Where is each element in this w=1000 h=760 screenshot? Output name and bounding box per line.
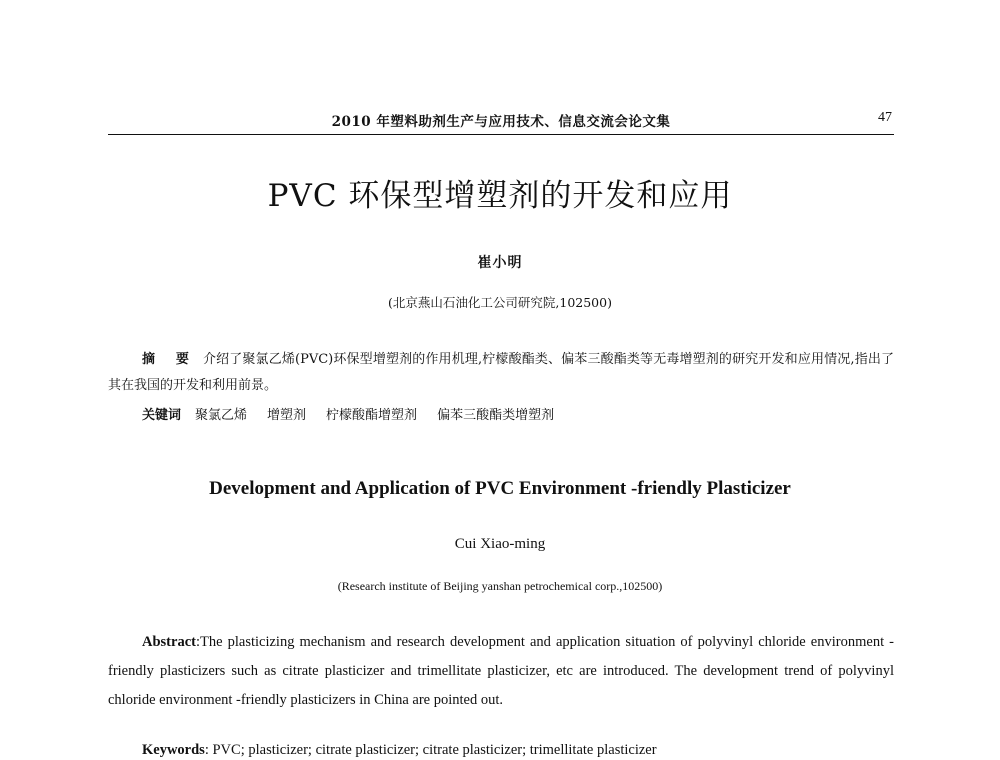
chinese-keyword: 偏苯三酸酯类增塑剂 bbox=[437, 408, 555, 423]
chinese-abstract-text: 介绍了聚氯乙烯(PVC)环保型增塑剂的作用机理,柠檬酸酯类、偏苯三酸酯类等无毒增塑剂的研究开发和应用情况,指出了其在我国的开发和利用前景。 bbox=[108, 352, 894, 393]
journal-title: 2010 年塑料助剂生产与应用技术、信息交流会论文集 bbox=[331, 114, 671, 130]
english-keywords-text: : PVC; plasticizer; citrate plasticizer; citrate plasticizer; trimellitate plasticizer bbox=[204, 742, 657, 758]
header-rule bbox=[108, 134, 894, 135]
chinese-affiliation: (北京燕山石油化工公司研究院,102500) bbox=[388, 295, 612, 310]
english-keywords bbox=[142, 742, 657, 759]
english-abstract-text: :The plasticizing mechanism and research development and application situation of polyvinyl chloride environment -friendly plasticizers such as citrate plasticizer and trimellitate plasticizer, etc are introduced. The development trend of polyvinyl chloride environment -friendly plasticizers in China are pointed out. bbox=[108, 634, 894, 708]
chinese-abstract-label: 摘 要 bbox=[142, 352, 197, 367]
page-number: 47 bbox=[878, 110, 892, 125]
running-header bbox=[108, 106, 894, 132]
english-affiliation: (Research institute of Beijing yanshan petrochemical corp.,102500) bbox=[337, 579, 663, 593]
chinese-keywords bbox=[142, 404, 574, 423]
chinese-author: 崔小明 bbox=[477, 255, 523, 271]
chinese-title: PVC 环保型增塑剂的开发和应用 bbox=[267, 178, 733, 214]
chinese-keyword: 聚氯乙烯 bbox=[195, 408, 248, 423]
english-abstract bbox=[108, 628, 894, 715]
chinese-abstract bbox=[108, 347, 894, 399]
english-abstract-label: Abstract bbox=[142, 634, 196, 650]
english-title: Development and Application of PVC Environment -friendly Plasticizer bbox=[209, 478, 791, 499]
english-author: Cui Xiao-ming bbox=[454, 536, 546, 552]
english-keywords-label: Keywords bbox=[142, 742, 205, 758]
chinese-keyword: 增塑剂 bbox=[267, 408, 307, 423]
chinese-keyword: 柠檬酸酯增塑剂 bbox=[326, 408, 418, 423]
chinese-keywords-label: 关键词 bbox=[142, 408, 182, 423]
